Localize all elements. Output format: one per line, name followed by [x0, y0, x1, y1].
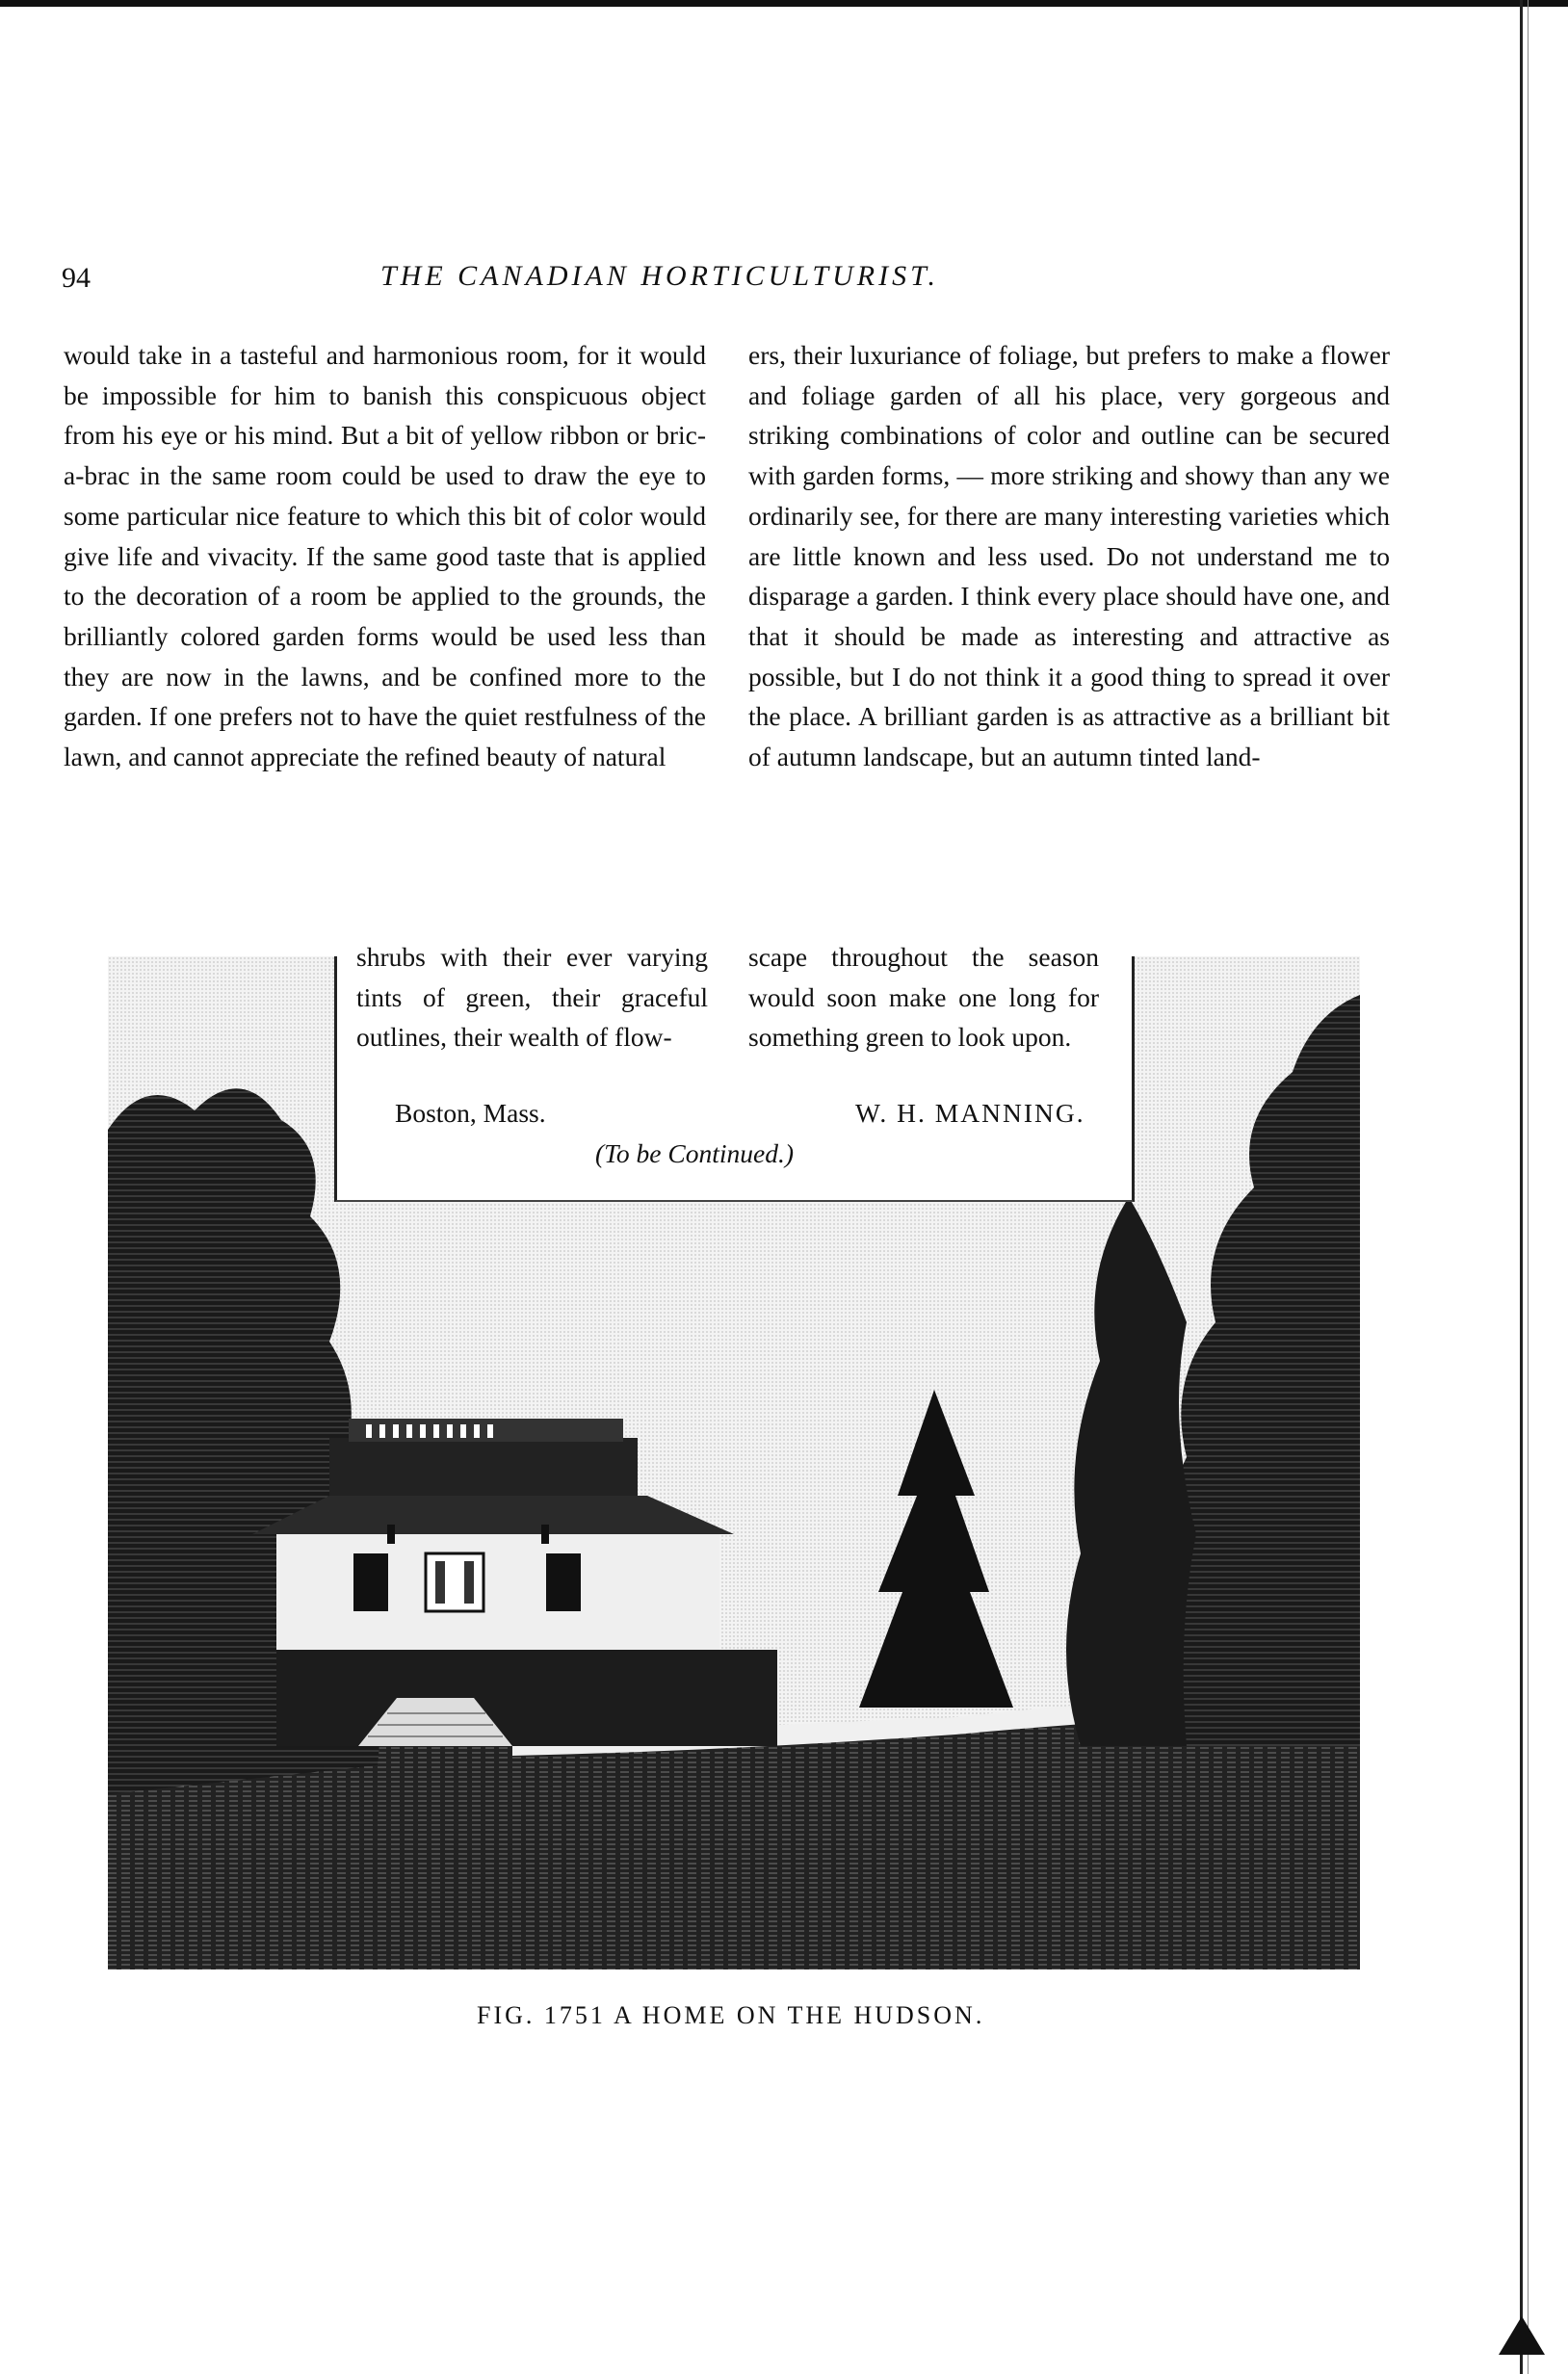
right-inset-paragraph: scape throughout the season would soon make one long for something green to look upon. — [748, 942, 1099, 1053]
page-right-edge-shadow — [1528, 0, 1529, 2374]
left-inset-text — [356, 937, 708, 1057]
to-be-continued: (To be Continued.) — [595, 1138, 794, 1168]
page-number: 94 — [62, 262, 91, 294]
left-inset-paragraph: shrubs with their ever varying tints of green, their graceful outlines, their wealth of flow- — [356, 942, 708, 1053]
page-corner-arrow-icon — [1499, 2316, 1545, 2355]
left-column — [64, 335, 706, 777]
running-title: THE CANADIAN HORTICULTURIST. — [380, 260, 940, 292]
page-right-edge — [1520, 0, 1523, 2374]
page-top-rule — [0, 0, 1568, 7]
signature-place: Boston, Mass. — [395, 1098, 546, 1128]
left-paragraph: would take in a tasteful and harmonious room, for it would be impossible for him to banish this conspicuous object from his eye or his mind. But a bit of yellow ribbon or bric-a-brac in the same room could be used to draw the eye to some particular nice feature to which this bit of color would give life and vivacity. If the same good taste that is applied to the decoration of a room be applied to the grounds, the brilliantly colored garden forms would be used less than they are now in the lawns, and be confined more to the garden. If one prefers not to have the quiet restfulness of the lawn, and cannot appreciate the refined beauty of natural — [64, 340, 706, 772]
signature-author: W. H. MANNING. — [855, 1098, 1085, 1128]
right-paragraph: ers, their luxuriance of foliage, but prefers to make a flower and foliage garden of all his place, very gorgeous and striking combinations of color and outline can be secured with garden forms, — more striking and showy than any we ordinarily see, for there are many interesting varieties which are little known and less used. Do not understand me to disparage a garden. I think every place should have one, and that it should be made as interesting and attractive as possible, but I do not think it a good thing to spread it over the place. A brilliant garden is as attractive as a brilliant bit of autumn landscape, but an autumn tinted land- — [748, 340, 1390, 772]
figure-caption: FIG. 1751 A HOME ON THE HUDSON. — [477, 2001, 985, 2029]
right-inset-text — [748, 937, 1099, 1057]
right-column — [748, 335, 1390, 777]
